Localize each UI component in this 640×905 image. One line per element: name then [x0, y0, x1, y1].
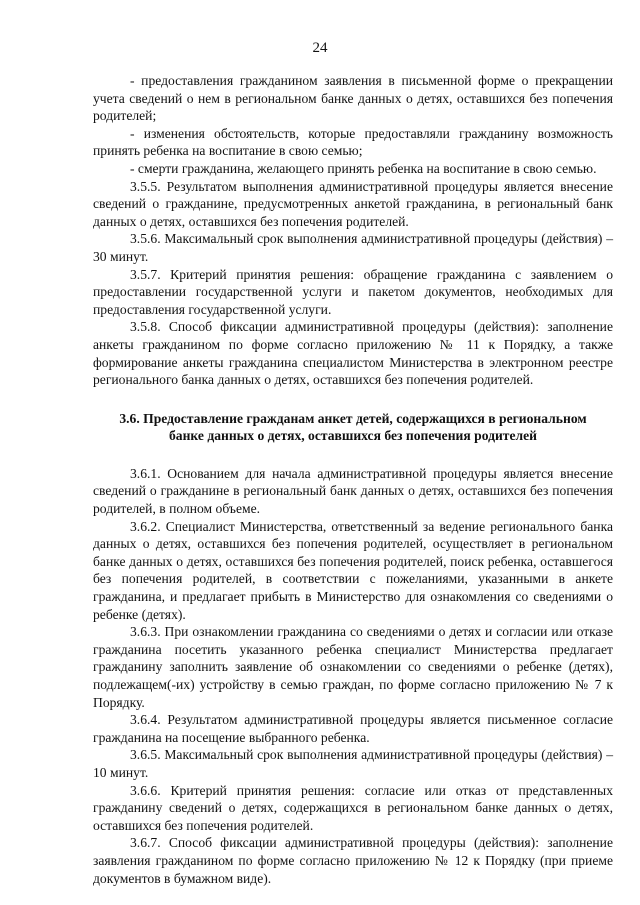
paragraph-3-6-1: 3.6.1. Основанием для начала административной процедуры является внесение сведений о гражданине в региональный банк данных о детях, оставшихся без попечения родителей, в полном объеме. [93, 465, 613, 517]
paragraph-3-5-8: 3.5.8. Способ фиксации административной процедуры (действия): заполнение анкеты гражданином по форме согласно приложению № 11 к Порядку, а также формирование анкеты гражданина специалистом Министерства в электронном реестре регионального банка данных о детях, оставшихся без попечения родителей. [93, 319, 613, 388]
section-heading-3-6 [93, 410, 613, 445]
paragraph-3-5-7: 3.5.7. Критерий принятия решения: обращение гражданина с заявлением о предоставлении государственной услуги и пакетом документов, необходимых для предоставления государственной услуги. [93, 266, 613, 317]
paragraph-3-6-4: 3.6.4. Результатом административной процедуры является письменное согласие гражданина на посещение выбранного ребенка. [93, 712, 613, 745]
paragraph-removal-reason-circumstances: - изменения обстоятельств, которые предоставляли гражданину возможность принять ребенка на воспитание в свою семью; [93, 125, 613, 159]
paragraph-3-5-6: 3.5.6. Максимальный срок выполнения административной процедуры (действия) – 30 минут. [93, 231, 613, 264]
paragraph-3-5-5: 3.5.5. Результатом выполнения административной процедуры является внесение сведений о гражданине, предусмотренных анкетой гражданина, в региональный банк данных о детях, оставшихся без попечения родителей. [93, 178, 613, 229]
paragraph-3-6-3: 3.6.3. При ознакомлении гражданина со сведениями о детях и согласии или отказе гражданина посетить указанного ребенка специалист Министерства предлагает гражданину заполнить заявление об ознакомлении со сведениями о ребенке (детях), подлежащем(-их) устройству в семью граждан, по форме согласно приложению № 7 к Порядку. [93, 624, 613, 710]
section-heading-line-1: 3.6. Предоставление гражданам анкет детей, содержащихся в региональном [119, 410, 587, 426]
paragraph-removal-reason-application: - предоставления гражданином заявления в письменной форме о прекращении учета сведений о нем в региональном банке данных о детях, оставшихся без попечения родителей; [93, 73, 613, 124]
paragraph-3-6-6: 3.6.6. Критерий принятия решения: согласие или отказ от представленных гражданину сведений о детях, содержащихся в региональном банке данных о детях, оставшихся без попечения родителей. [93, 782, 613, 833]
page-number: 24 [312, 40, 328, 56]
paragraph-3-6-5: 3.6.5. Максимальный срок выполнения административной процедуры (действия) – 10 минут. [93, 747, 613, 780]
document-body [93, 72, 613, 887]
section-heading-line-2: банке данных о детях, оставшихся без попечения родителей [168, 428, 538, 444]
paragraph-3-6-2: 3.6.2. Специалист Министерства, ответственный за ведение регионального банка данных о детях, оставшихся без попечения родителей, осуществляет в региональном банке данных о детях, оставшихся без попечения родителей, поиск ребенка, оставшегося без попечения родителей, в соответствии с пожеланиями, указанными в анкете гражданина, и предлагает прибыть в Министерство для ознакомления со сведениями о ребенке (детях). [93, 518, 613, 622]
paragraph-3-6-7: 3.6.7. Способ фиксации административной процедуры (действия): заполнение заявления гражданином по форме согласно приложению № 12 к Порядку (при приеме документов в бумажном виде). [93, 835, 613, 886]
paragraph-removal-reason-death: - смерти гражданина, желающего принять ребенка на воспитание в свою семью. [130, 160, 597, 176]
